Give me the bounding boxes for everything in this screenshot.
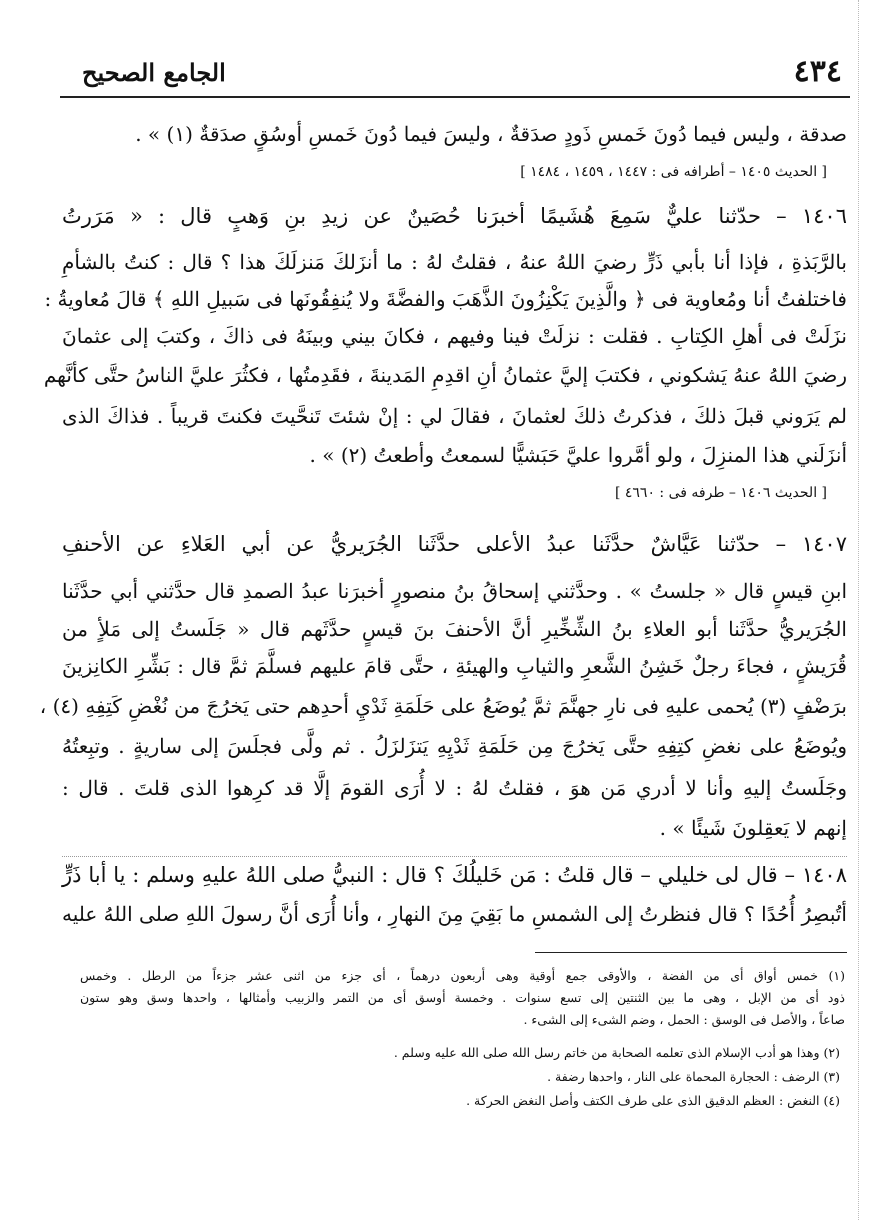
text-line: إنهم لا يَعقِلونَ شَيئًا » . <box>659 816 847 840</box>
text-line: رضيَ اللهُ عنهُ يَشكوني ، فكتبَ إليَّ عثمانُ أنِ اقدِمِ المَدينةَ ، فقَدِمتُها ، فكثُرَ عليَّ الناسُ حتَّى كأنَّهم <box>43 363 847 387</box>
footnote-line: (٤) النغض : العظم الدقيق الذى على طرف الكتف وأصل النغض الحركة . <box>466 1093 840 1108</box>
hadith-reference: [ الحديث ١٤٠٥ – أطرافه فى : ١٤٤٧ ، ١٤٥٩ ، ١٤٨٤ ] <box>520 164 827 180</box>
text-line: ويُوضَعُ على نغضِ كتِفِهِ حتَّى يَخرُجَ مِن حَلَمَةِ ثَدْيِهِ يَتزَلزَلُ . ثم ولَّى فجلَسَ إلى ساريةٍ . وتبِعتُهُ <box>62 734 847 758</box>
page-number: ٤٣٤ <box>793 54 842 89</box>
text-line: لم يَرَوني قبلَ ذلكَ ، فذكرتُ ذلكَ لعثمانَ ، فقالَ لي : إنْ شئتَ تَنحَّيتَ فكنتَ قريباً . فذاكَ الذى <box>62 404 847 428</box>
hadith-1406-opening: ١٤٠٦ – حدّثنا عليٌّ سَمِعَ هُشَيمًا أخبرَنا حُصَينٌ عن زيدِ بنِ وَهبٍ قال : « مَرَرتُ <box>62 204 847 228</box>
text-line: فاختلفتُ أنا ومُعاوية فى ﴿ والَّذِينَ يَكْنِزُونَ الذَّهَبَ والفضَّةَ ولا يُنفِقُونَها فى سَبيلِ اللهِ ﴾ قالَ مُعاويةُ : <box>44 287 847 311</box>
hadith-reference: [ الحديث ١٤٠٦ – طرفه فى : ٤٦٦٠ ] <box>614 485 827 501</box>
footnote-line: صاعاً ، والأصل فى الوسق : الحمل ، وضم الشىء إلى الشىء . <box>523 1012 845 1027</box>
page-header <box>60 48 850 98</box>
text-line: بالرَّبَذةِ ، فإذا أنا بأبي ذَرٍّ رضيَ اللهُ عنهُ ، فقلتُ لهُ : ما أنزَلكَ مَنزلَكَ هذا ؟ قال : كنتُ بالشأمِ <box>62 250 847 274</box>
header-rule <box>60 96 850 98</box>
text-line: نزَلَتْ فى أهلِ الكِتابِ . فقلت : نزلَتْ فينا وفيهم ، فكانَ بيني وبينَهُ فى ذاكَ ، وكتبَ إلى عثمانَ <box>62 324 847 348</box>
footnote-line: (٣) الرضف : الحجارة المحماة على النار ، واحدها رضفة . <box>547 1069 840 1084</box>
footnote-line: (١) خمس أواق أى من الفضة ، والأوقى جمع أوقية وهى أربعون درهماً ، أى جزء من اثنى عشر جزءاً من الرطل . وخمس <box>80 968 845 983</box>
footnote-line: (٢) وهذا هو أدب الإسلام الذى تعلمه الصحابة من خاتم رسل الله صلى الله عليه وسلم . <box>393 1045 840 1060</box>
book-title: الجامع الصحيح <box>82 58 226 87</box>
text-line: قُرَيشٍ ، فجاءَ رجلٌ خَشِنُ الشَّعرِ والثيابِ والهيئةِ ، حتَّى قامَ عليهم فسلَّمَ ثمَّ قال : بَشِّرِ الكانِزينَ <box>62 654 847 678</box>
text-line: أتُبصِرُ أُحُدًا ؟ قال فنظرتُ إلى الشمسِ ما بَقِيَ مِنَ النهارِ ، وأنا أُرَى أنَّ رسولَ اللهِ صلى اللهُ عليه <box>62 902 847 926</box>
text-line: ابنِ قيسٍ قال « جلستُ » . وحدَّثني إسحاقُ بنُ منصورٍ أخبرَنا عبدُ الصمدِ قال حدَّثني أبي حدَّثَنا <box>62 579 847 603</box>
text-line: وجَلَستُ إليهِ وأنا لا أدري مَن هوَ ، فقلتُ لهُ : لا أُرَى القومَ إلَّا قد كرِهوا الذى قلتَ . قال : <box>62 776 847 800</box>
hadith-1407-opening: ١٤٠٧ – حدّثنا عَيَّاشٌ حدَّثَنا عبدُ الأعلى حدَّثَنا الجُرَيريُّ عن أبي العَلاءِ عن الأحنفِ <box>62 532 847 556</box>
footnote-rule <box>535 952 847 953</box>
footnote-line: ذود أى من الإبل ، وهى ما بين الثنتين إلى تسع سنوات . وخمسة أوسق أى من التمر والزبيب وأمثالها ، واحدها وسق وهو ستون <box>80 990 845 1005</box>
text-line: الجُرَيريُّ حدَّثَنا أبو العلاءِ بنُ الشِّخِّيرِ أنَّ الأحنفَ بنَ قيسٍ حدَّثَهم قال « جَلَستُ إلى مَلأٍ من <box>62 617 847 641</box>
text-line: برَضْفٍ (٣) يُحمى عليهِ فى نارِ جهنَّمَ ثمَّ يُوضَعُ على حَلَمَةِ ثَدْيِ أحدِهم حتى يَخرُجَ من نُغْضِ كَتِفِهِ (٤) ، <box>39 694 847 718</box>
page-edge-line <box>858 0 859 1220</box>
text-line: صدقة ، وليس فيما دُونَ خَمسِ ذَودٍ صدَقةٌ ، وليسَ فيما دُونَ خَمسِ أوسُقٍ صدَقةٌ (١) » . <box>135 122 847 146</box>
hadith-1408-opening: ١٤٠٨ – قال لى خليلي – قال قلتُ : مَن خَليلُكَ ؟ قال : النبيُّ صلى اللهُ عليهِ وسلم : يا أبا ذَرٍّ <box>62 856 847 893</box>
text-line: أنزَلَني هذا المنزِلَ ، ولو أمَّروا عليَّ حَبَشيًّا لسمعتُ وأطعتُ (٢) » . <box>309 443 847 467</box>
